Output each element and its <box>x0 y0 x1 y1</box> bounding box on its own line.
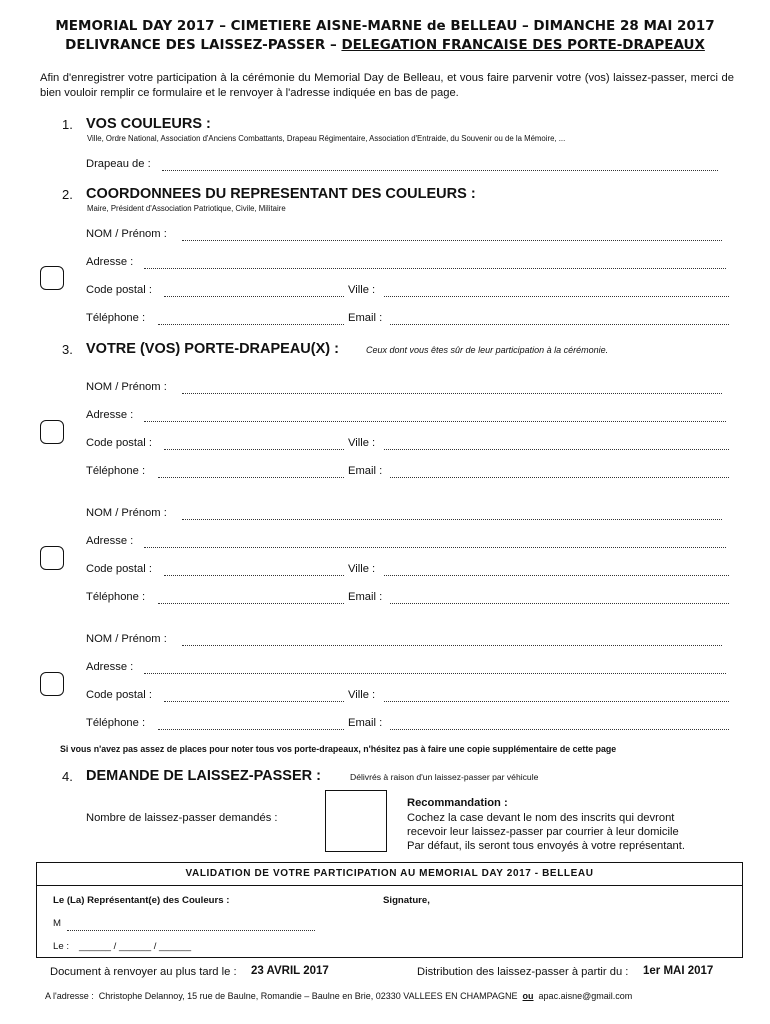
section1-number: 1. <box>62 117 73 132</box>
drapeau-field[interactable] <box>162 170 718 171</box>
adresse-label: Adresse : <box>86 256 134 268</box>
code-postal-field[interactable] <box>164 449 344 450</box>
ou-label: ou <box>522 991 534 1001</box>
section2-title: COORDONNEES DU REPRESENTANT DES COULEURS : <box>86 186 476 202</box>
code-postal-label: Code postal : <box>86 689 152 701</box>
telephone-field[interactable] <box>158 324 344 325</box>
code-postal-label: Code postal : <box>86 437 152 449</box>
recommandation-title: Recommandation : <box>407 797 508 809</box>
code-postal-label: Code postal : <box>86 563 152 575</box>
nom-field[interactable] <box>182 519 722 520</box>
code-postal-field[interactable] <box>164 575 344 576</box>
validation-title: VALIDATION DE VOTRE PARTICIPATION AU MEMORIAL DAY 2017 - BELLEAU <box>185 868 594 879</box>
telephone-label: Téléphone : <box>86 312 146 324</box>
email-label: Email : <box>348 591 383 603</box>
contact-email[interactable]: apac.aisne@gmail.com <box>538 991 633 1001</box>
nom-label: NOM / Prénom : <box>86 507 167 519</box>
nom-label: NOM / Prénom : <box>86 228 167 240</box>
copy-note: Si vous n'avez pas assez de places pour noter tous vos porte-drapeaux, n'hésitez pas à faire une copie supplémentaire de cette page <box>60 744 617 754</box>
code-postal-field[interactable] <box>164 701 344 702</box>
subtitle-underlined: DELEGATION FRANCAISE DES PORTE-DRAPEAUX <box>341 37 705 53</box>
code-postal-field[interactable] <box>164 296 344 297</box>
section2-subtitle: Maire, Président d'Association Patriotique, Civile, Militaire <box>87 204 286 213</box>
recommandation-line: recevoir leur laissez-passer par courrier à leur domicile <box>407 826 679 838</box>
subtitle-prefix: DELIVRANCE DES LAISSEZ-PASSER – <box>65 37 342 53</box>
email-field[interactable] <box>390 603 729 604</box>
date-field[interactable]: ______ / ______ / ______ <box>79 941 192 952</box>
le-label: Le : <box>53 941 70 952</box>
telephone-field[interactable] <box>158 477 344 478</box>
intro-paragraph: Afin d'enregistrer votre participation à la cérémonie du Memorial Day de Belleau, et vous faire parvenir votre (vos) laissez-passer, merci de bien vouloir remplir ce formulaire et le renvoyer à l'adresse indiquée en bas de page. <box>40 72 734 99</box>
section4-number: 4. <box>62 769 73 784</box>
section1-title: VOS COULEURS : <box>86 116 211 132</box>
validation-frame <box>36 862 743 958</box>
adresse-label: A l'adresse : <box>45 991 94 1001</box>
adresse-field[interactable] <box>144 268 726 269</box>
ville-label: Ville : <box>348 284 376 296</box>
adresse-field[interactable] <box>144 421 726 422</box>
mail-checkbox[interactable] <box>40 672 64 696</box>
section4-title: DEMANDE DE LAISSEZ-PASSER : <box>86 768 321 784</box>
mail-checkbox[interactable] <box>40 546 64 570</box>
telephone-field[interactable] <box>158 729 344 730</box>
adresse-label: Adresse : <box>86 535 134 547</box>
code-postal-label: Code postal : <box>86 284 152 296</box>
ville-label: Ville : <box>348 437 376 449</box>
mail-checkbox[interactable] <box>40 420 64 444</box>
footer-address-line <box>45 991 632 1001</box>
email-field[interactable] <box>390 324 729 325</box>
telephone-label: Téléphone : <box>86 717 146 729</box>
section1-subtitle: Ville, Ordre National, Association d'Anciens Combattants, Drapeau Régimentaire, Association d'Entraide, du Souvenir ou de la Mémoire, ... <box>87 134 566 143</box>
nom-field[interactable] <box>182 393 722 394</box>
email-field[interactable] <box>390 729 729 730</box>
telephone-field[interactable] <box>158 603 344 604</box>
adresse-label: Adresse : <box>86 661 134 673</box>
ville-field[interactable] <box>384 449 729 450</box>
section4-note: Délivrés à raison d'un laissez-passer par véhicule <box>350 772 539 782</box>
adresse-field[interactable] <box>144 673 726 674</box>
renvoyer-label: Document à renvoyer au plus tard le : <box>50 966 237 978</box>
m-label: M <box>53 918 61 929</box>
nom-label: NOM / Prénom : <box>86 633 167 645</box>
drapeau-label: Drapeau de : <box>86 158 151 170</box>
email-label: Email : <box>348 717 383 729</box>
ville-label: Ville : <box>348 689 376 701</box>
renvoyer-date: 23 AVRIL 2017 <box>251 965 329 977</box>
recommandation-line: Cochez la case devant le nom des inscrits qui devront <box>407 812 675 824</box>
ville-field[interactable] <box>384 575 729 576</box>
nom-label: NOM / Prénom : <box>86 381 167 393</box>
nombre-input-box[interactable] <box>325 790 387 852</box>
telephone-label: Téléphone : <box>86 465 146 477</box>
m-field[interactable] <box>67 930 315 931</box>
email-label: Email : <box>348 312 383 324</box>
nombre-label: Nombre de laissez-passer demandés : <box>86 812 278 824</box>
section3-title: VOTRE (VOS) PORTE-DRAPEAU(X) : <box>86 341 339 357</box>
representant-label: Le (La) Représentant(e) des Couleurs : <box>53 895 230 906</box>
section3-note: Ceux dont vous êtes sûr de leur participation à la cérémonie. <box>366 345 609 355</box>
ville-label: Ville : <box>348 563 376 575</box>
nom-field[interactable] <box>182 645 722 646</box>
page-title: MEMORIAL DAY 2017 – CIMETIERE AISNE-MARNE de BELLEAU – DIMANCHE 28 MAI 2017 <box>55 18 715 34</box>
nom-field[interactable] <box>182 240 722 241</box>
signature-label: Signature, <box>383 895 430 906</box>
validation-header <box>37 863 742 886</box>
ville-field[interactable] <box>384 296 729 297</box>
section2-number: 2. <box>62 187 73 202</box>
ville-field[interactable] <box>384 701 729 702</box>
telephone-label: Téléphone : <box>86 591 146 603</box>
section3-number: 3. <box>62 342 73 357</box>
page-subtitle <box>0 37 770 53</box>
recommandation-line: Par défaut, ils seront tous envoyés à votre représentant. <box>407 840 685 852</box>
mail-checkbox[interactable] <box>40 266 64 290</box>
distribution-label: Distribution des laissez-passer à partir du : <box>417 966 629 978</box>
email-field[interactable] <box>390 477 729 478</box>
distribution-date: 1er MAI 2017 <box>643 965 714 977</box>
email-label: Email : <box>348 465 383 477</box>
adresse-field[interactable] <box>144 547 726 548</box>
adresse-value: Christophe Delannoy, 15 rue de Baulne, Romandie – Baulne en Brie, 02330 VALLEES EN CHAMPAGNE <box>98 991 518 1001</box>
adresse-label: Adresse : <box>86 409 134 421</box>
